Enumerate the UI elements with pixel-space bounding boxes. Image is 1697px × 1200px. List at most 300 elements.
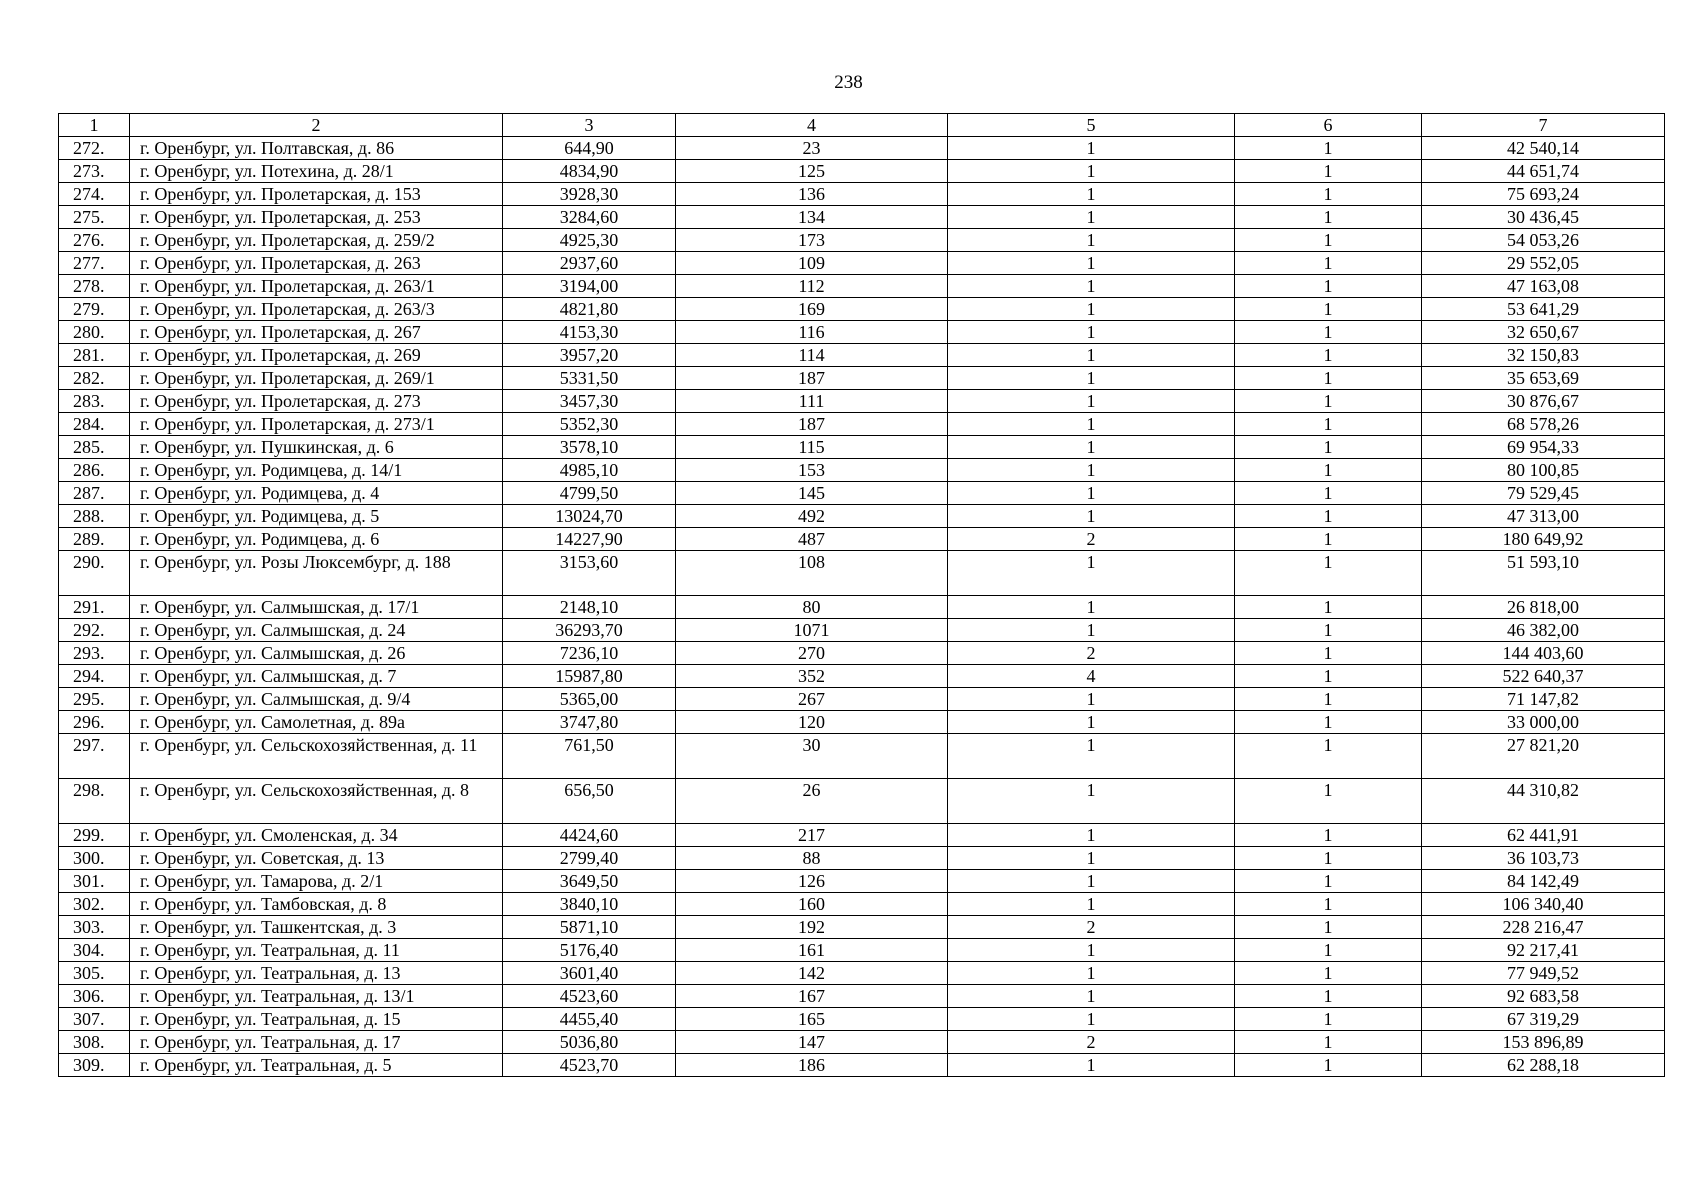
table-row	[59, 1008, 1665, 1031]
amount-cell: 26 818,00	[1422, 596, 1665, 619]
address-cell: г. Оренбург, ул. Тамарова, д. 2/1	[130, 870, 503, 893]
address-cell: г. Оренбург, ул. Театральная, д. 15	[130, 1008, 503, 1031]
amount-cell: 180 649,92	[1422, 528, 1665, 551]
column-5-cell: 1	[948, 711, 1235, 734]
column-6-cell: 1	[1235, 528, 1422, 551]
amount-cell: 44 310,82	[1422, 779, 1665, 824]
column-5-cell: 1	[948, 985, 1235, 1008]
column-6-cell: 1	[1235, 939, 1422, 962]
row-number-cell: 272.	[59, 137, 130, 160]
page-number: 238	[834, 72, 863, 93]
row-number-cell: 273.	[59, 160, 130, 183]
row-number-cell: 279.	[59, 298, 130, 321]
area-cell: 4821,80	[503, 298, 676, 321]
amount-cell: 46 382,00	[1422, 619, 1665, 642]
column-5-cell: 1	[948, 847, 1235, 870]
row-number-cell: 307.	[59, 1008, 130, 1031]
column-5-cell: 1	[948, 459, 1235, 482]
column-5-cell: 1	[948, 734, 1235, 779]
row-number-cell: 285.	[59, 436, 130, 459]
area-cell: 7236,10	[503, 642, 676, 665]
column-5-cell: 1	[948, 962, 1235, 985]
row-number-cell: 306.	[59, 985, 130, 1008]
column-4-cell: 492	[676, 505, 948, 528]
column-header: 3	[503, 114, 676, 137]
amount-cell: 92 683,58	[1422, 985, 1665, 1008]
table-row	[59, 665, 1665, 688]
column-5-cell: 1	[948, 390, 1235, 413]
table-row	[59, 137, 1665, 160]
column-4-cell: 30	[676, 734, 948, 779]
table-row	[59, 482, 1665, 505]
column-6-cell: 1	[1235, 390, 1422, 413]
column-4-cell: 487	[676, 528, 948, 551]
address-cell: г. Оренбург, ул. Советская, д. 13	[130, 847, 503, 870]
amount-cell: 153 896,89	[1422, 1031, 1665, 1054]
row-number-cell: 278.	[59, 275, 130, 298]
table-row	[59, 962, 1665, 985]
address-cell: г. Оренбург, ул. Салмышская, д. 24	[130, 619, 503, 642]
column-5-cell: 1	[948, 688, 1235, 711]
area-cell: 3649,50	[503, 870, 676, 893]
table-row	[59, 1031, 1665, 1054]
column-header: 7	[1422, 114, 1665, 137]
row-number-cell: 280.	[59, 321, 130, 344]
row-number-cell: 299.	[59, 824, 130, 847]
column-5-cell: 1	[948, 298, 1235, 321]
column-5-cell: 1	[948, 436, 1235, 459]
address-cell: г. Оренбург, ул. Пролетарская, д. 263/1	[130, 275, 503, 298]
column-6-cell: 1	[1235, 870, 1422, 893]
amount-cell: 29 552,05	[1422, 252, 1665, 275]
column-6-cell: 1	[1235, 482, 1422, 505]
address-cell: г. Оренбург, ул. Розы Люксембург, д. 188	[130, 551, 503, 596]
amount-cell: 36 103,73	[1422, 847, 1665, 870]
column-5-cell: 1	[948, 367, 1235, 390]
area-cell: 644,90	[503, 137, 676, 160]
amount-cell: 144 403,60	[1422, 642, 1665, 665]
column-6-cell: 1	[1235, 551, 1422, 596]
row-number-cell: 302.	[59, 893, 130, 916]
address-cell: г. Оренбург, ул. Пролетарская, д. 153	[130, 183, 503, 206]
column-4-cell: 136	[676, 183, 948, 206]
row-number-cell: 276.	[59, 229, 130, 252]
column-5-cell: 2	[948, 916, 1235, 939]
column-header: 5	[948, 114, 1235, 137]
table-row	[59, 688, 1665, 711]
column-6-cell: 1	[1235, 665, 1422, 688]
address-cell: г. Оренбург, ул. Пролетарская, д. 253	[130, 206, 503, 229]
column-5-cell: 2	[948, 642, 1235, 665]
column-6-cell: 1	[1235, 734, 1422, 779]
address-cell: г. Оренбург, ул. Театральная, д. 13/1	[130, 985, 503, 1008]
area-cell: 3747,80	[503, 711, 676, 734]
column-5-cell: 1	[948, 321, 1235, 344]
column-header: 6	[1235, 114, 1422, 137]
column-6-cell: 1	[1235, 160, 1422, 183]
address-cell: г. Оренбург, ул. Полтавская, д. 86	[130, 137, 503, 160]
area-cell: 2148,10	[503, 596, 676, 619]
column-4-cell: 1071	[676, 619, 948, 642]
address-cell: г. Оренбург, ул. Родимцева, д. 14/1	[130, 459, 503, 482]
column-4-cell: 80	[676, 596, 948, 619]
row-number-cell: 295.	[59, 688, 130, 711]
table-row	[59, 344, 1665, 367]
column-header: 1	[59, 114, 130, 137]
area-cell: 3601,40	[503, 962, 676, 985]
column-5-cell: 1	[948, 1054, 1235, 1077]
address-cell: г. Оренбург, ул. Пролетарская, д. 269/1	[130, 367, 503, 390]
row-number-cell: 289.	[59, 528, 130, 551]
address-cell: г. Оренбург, ул. Смоленская, д. 34	[130, 824, 503, 847]
column-4-cell: 116	[676, 321, 948, 344]
column-5-cell: 1	[948, 893, 1235, 916]
column-6-cell: 1	[1235, 275, 1422, 298]
area-cell: 14227,90	[503, 528, 676, 551]
table-row	[59, 298, 1665, 321]
address-cell: г. Оренбург, ул. Сельскохозяйственная, д. 11	[130, 734, 503, 779]
amount-cell: 80 100,85	[1422, 459, 1665, 482]
column-5-cell: 2	[948, 528, 1235, 551]
amount-cell: 69 954,33	[1422, 436, 1665, 459]
column-6-cell: 1	[1235, 619, 1422, 642]
area-cell: 3457,30	[503, 390, 676, 413]
column-5-cell: 1	[948, 824, 1235, 847]
row-number-cell: 284.	[59, 413, 130, 436]
column-5-cell: 1	[948, 551, 1235, 596]
table-row	[59, 528, 1665, 551]
table-row	[59, 847, 1665, 870]
amount-cell: 32 650,67	[1422, 321, 1665, 344]
table-row	[59, 321, 1665, 344]
row-number-cell: 303.	[59, 916, 130, 939]
column-4-cell: 192	[676, 916, 948, 939]
amount-cell: 35 653,69	[1422, 367, 1665, 390]
address-cell: г. Оренбург, ул. Родимцева, д. 4	[130, 482, 503, 505]
table-row	[59, 160, 1665, 183]
amount-cell: 67 319,29	[1422, 1008, 1665, 1031]
column-5-cell: 1	[948, 183, 1235, 206]
amount-cell: 79 529,45	[1422, 482, 1665, 505]
address-cell: г. Оренбург, ул. Тамбовская, д. 8	[130, 893, 503, 916]
column-4-cell: 109	[676, 252, 948, 275]
column-5-cell: 2	[948, 1031, 1235, 1054]
area-cell: 4834,90	[503, 160, 676, 183]
address-cell: г. Оренбург, ул. Театральная, д. 17	[130, 1031, 503, 1054]
area-cell: 4799,50	[503, 482, 676, 505]
amount-cell: 92 217,41	[1422, 939, 1665, 962]
address-cell: г. Оренбург, ул. Сельскохозяйственная, д. 8	[130, 779, 503, 824]
address-cell: г. Оренбург, ул. Театральная, д. 13	[130, 962, 503, 985]
column-4-cell: 26	[676, 779, 948, 824]
address-cell: г. Оренбург, ул. Пролетарская, д. 263	[130, 252, 503, 275]
row-number-cell: 300.	[59, 847, 130, 870]
row-number-cell: 304.	[59, 939, 130, 962]
column-6-cell: 1	[1235, 779, 1422, 824]
column-4-cell: 270	[676, 642, 948, 665]
column-6-cell: 1	[1235, 847, 1422, 870]
amount-cell: 54 053,26	[1422, 229, 1665, 252]
address-cell: г. Оренбург, ул. Пролетарская, д. 263/3	[130, 298, 503, 321]
amount-cell: 75 693,24	[1422, 183, 1665, 206]
column-4-cell: 125	[676, 160, 948, 183]
amount-cell: 33 000,00	[1422, 711, 1665, 734]
column-4-cell: 145	[676, 482, 948, 505]
area-cell: 4523,60	[503, 985, 676, 1008]
row-number-cell: 282.	[59, 367, 130, 390]
row-number-cell: 287.	[59, 482, 130, 505]
area-cell: 3284,60	[503, 206, 676, 229]
column-4-cell: 267	[676, 688, 948, 711]
column-5-cell: 1	[948, 870, 1235, 893]
row-number-cell: 277.	[59, 252, 130, 275]
column-4-cell: 111	[676, 390, 948, 413]
table-row	[59, 893, 1665, 916]
address-cell: г. Оренбург, ул. Пролетарская, д. 259/2	[130, 229, 503, 252]
amount-cell: 51 593,10	[1422, 551, 1665, 596]
table-row	[59, 206, 1665, 229]
area-cell: 4424,60	[503, 824, 676, 847]
row-number-cell: 288.	[59, 505, 130, 528]
column-header: 4	[676, 114, 948, 137]
amount-cell: 522 640,37	[1422, 665, 1665, 688]
column-4-cell: 126	[676, 870, 948, 893]
amount-cell: 53 641,29	[1422, 298, 1665, 321]
amount-cell: 27 821,20	[1422, 734, 1665, 779]
table-row	[59, 711, 1665, 734]
column-5-cell: 1	[948, 206, 1235, 229]
column-number-row	[59, 114, 1665, 137]
column-4-cell: 187	[676, 413, 948, 436]
column-6-cell: 1	[1235, 642, 1422, 665]
row-number-cell: 297.	[59, 734, 130, 779]
table-row	[59, 985, 1665, 1008]
amount-cell: 42 540,14	[1422, 137, 1665, 160]
amount-cell: 32 150,83	[1422, 344, 1665, 367]
row-number-cell: 274.	[59, 183, 130, 206]
amount-cell: 62 441,91	[1422, 824, 1665, 847]
area-cell: 4455,40	[503, 1008, 676, 1031]
address-cell: г. Оренбург, ул. Родимцева, д. 5	[130, 505, 503, 528]
address-cell: г. Оренбург, ул. Потехина, д. 28/1	[130, 160, 503, 183]
amount-cell: 44 651,74	[1422, 160, 1665, 183]
column-6-cell: 1	[1235, 229, 1422, 252]
table-row	[59, 367, 1665, 390]
column-4-cell: 23	[676, 137, 948, 160]
column-4-cell: 112	[676, 275, 948, 298]
table-row	[59, 183, 1665, 206]
area-cell: 5176,40	[503, 939, 676, 962]
column-4-cell: 147	[676, 1031, 948, 1054]
area-cell: 13024,70	[503, 505, 676, 528]
table-row	[59, 779, 1665, 824]
row-number-cell: 294.	[59, 665, 130, 688]
area-cell: 15987,80	[503, 665, 676, 688]
table-row	[59, 642, 1665, 665]
row-number-cell: 281.	[59, 344, 130, 367]
column-4-cell: 108	[676, 551, 948, 596]
area-cell: 5331,50	[503, 367, 676, 390]
column-6-cell: 1	[1235, 252, 1422, 275]
table-row	[59, 390, 1665, 413]
address-cell: г. Оренбург, ул. Пролетарская, д. 267	[130, 321, 503, 344]
column-5-cell: 1	[948, 160, 1235, 183]
column-4-cell: 153	[676, 459, 948, 482]
amount-cell: 30 436,45	[1422, 206, 1665, 229]
area-cell: 2937,60	[503, 252, 676, 275]
column-6-cell: 1	[1235, 962, 1422, 985]
column-5-cell: 1	[948, 229, 1235, 252]
column-5-cell: 1	[948, 413, 1235, 436]
column-6-cell: 1	[1235, 1054, 1422, 1077]
table-row	[59, 551, 1665, 596]
column-5-cell: 1	[948, 779, 1235, 824]
area-cell: 4523,70	[503, 1054, 676, 1077]
column-4-cell: 169	[676, 298, 948, 321]
column-4-cell: 217	[676, 824, 948, 847]
area-cell: 3578,10	[503, 436, 676, 459]
area-cell: 3928,30	[503, 183, 676, 206]
column-6-cell: 1	[1235, 893, 1422, 916]
area-cell: 656,50	[503, 779, 676, 824]
amount-cell: 47 313,00	[1422, 505, 1665, 528]
column-4-cell: 352	[676, 665, 948, 688]
address-cell: г. Оренбург, ул. Пролетарская, д. 273/1	[130, 413, 503, 436]
amount-cell: 106 340,40	[1422, 893, 1665, 916]
row-number-cell: 286.	[59, 459, 130, 482]
column-6-cell: 1	[1235, 1031, 1422, 1054]
column-5-cell: 4	[948, 665, 1235, 688]
column-4-cell: 186	[676, 1054, 948, 1077]
column-6-cell: 1	[1235, 298, 1422, 321]
table-row	[59, 275, 1665, 298]
table-row	[59, 619, 1665, 642]
column-6-cell: 1	[1235, 436, 1422, 459]
row-number-cell: 293.	[59, 642, 130, 665]
row-number-cell: 292.	[59, 619, 130, 642]
row-number-cell: 275.	[59, 206, 130, 229]
column-6-cell: 1	[1235, 505, 1422, 528]
column-6-cell: 1	[1235, 206, 1422, 229]
amount-cell: 77 949,52	[1422, 962, 1665, 985]
column-4-cell: 167	[676, 985, 948, 1008]
amount-cell: 62 288,18	[1422, 1054, 1665, 1077]
amount-cell: 30 876,67	[1422, 390, 1665, 413]
area-cell: 36293,70	[503, 619, 676, 642]
area-cell: 3840,10	[503, 893, 676, 916]
area-cell: 3194,00	[503, 275, 676, 298]
address-cell: г. Оренбург, ул. Пролетарская, д. 269	[130, 344, 503, 367]
row-number-cell: 283.	[59, 390, 130, 413]
column-5-cell: 1	[948, 619, 1235, 642]
column-6-cell: 1	[1235, 321, 1422, 344]
amount-cell: 71 147,82	[1422, 688, 1665, 711]
area-cell: 4985,10	[503, 459, 676, 482]
amount-cell: 228 216,47	[1422, 916, 1665, 939]
area-cell: 5365,00	[503, 688, 676, 711]
address-cell: г. Оренбург, ул. Театральная, д. 11	[130, 939, 503, 962]
column-6-cell: 1	[1235, 985, 1422, 1008]
column-5-cell: 1	[948, 505, 1235, 528]
amount-cell: 68 578,26	[1422, 413, 1665, 436]
area-cell: 5352,30	[503, 413, 676, 436]
column-5-cell: 1	[948, 482, 1235, 505]
row-number-cell: 301.	[59, 870, 130, 893]
column-4-cell: 120	[676, 711, 948, 734]
column-6-cell: 1	[1235, 183, 1422, 206]
address-cell: г. Оренбург, ул. Салмышская, д. 26	[130, 642, 503, 665]
column-4-cell: 114	[676, 344, 948, 367]
column-5-cell: 1	[948, 252, 1235, 275]
area-cell: 5871,10	[503, 916, 676, 939]
table-row	[59, 413, 1665, 436]
column-5-cell: 1	[948, 275, 1235, 298]
column-5-cell: 1	[948, 939, 1235, 962]
column-6-cell: 1	[1235, 824, 1422, 847]
table-row	[59, 939, 1665, 962]
table-row	[59, 1054, 1665, 1077]
area-cell: 4925,30	[503, 229, 676, 252]
column-5-cell: 1	[948, 344, 1235, 367]
address-cell: г. Оренбург, ул. Салмышская, д. 9/4	[130, 688, 503, 711]
column-4-cell: 165	[676, 1008, 948, 1031]
table-row	[59, 436, 1665, 459]
column-4-cell: 115	[676, 436, 948, 459]
column-6-cell: 1	[1235, 137, 1422, 160]
address-cell: г. Оренбург, ул. Салмышская, д. 17/1	[130, 596, 503, 619]
column-6-cell: 1	[1235, 596, 1422, 619]
table-row	[59, 505, 1665, 528]
column-4-cell: 160	[676, 893, 948, 916]
area-cell: 2799,40	[503, 847, 676, 870]
area-cell: 3153,60	[503, 551, 676, 596]
column-6-cell: 1	[1235, 916, 1422, 939]
table-row	[59, 734, 1665, 779]
table-row	[59, 459, 1665, 482]
table-row	[59, 252, 1665, 275]
area-cell: 4153,30	[503, 321, 676, 344]
column-4-cell: 161	[676, 939, 948, 962]
row-number-cell: 309.	[59, 1054, 130, 1077]
row-number-cell: 298.	[59, 779, 130, 824]
column-6-cell: 1	[1235, 1008, 1422, 1031]
column-6-cell: 1	[1235, 344, 1422, 367]
address-cell: г. Оренбург, ул. Театральная, д. 5	[130, 1054, 503, 1077]
table-row	[59, 596, 1665, 619]
address-cell: г. Оренбург, ул. Пушкинская, д. 6	[130, 436, 503, 459]
column-header: 2	[130, 114, 503, 137]
column-5-cell: 1	[948, 137, 1235, 160]
column-4-cell: 142	[676, 962, 948, 985]
area-cell: 3957,20	[503, 344, 676, 367]
column-6-cell: 1	[1235, 459, 1422, 482]
row-number-cell: 305.	[59, 962, 130, 985]
address-cell: г. Оренбург, ул. Ташкентская, д. 3	[130, 916, 503, 939]
table-row	[59, 824, 1665, 847]
table-row	[59, 870, 1665, 893]
address-cell: г. Оренбург, ул. Салмышская, д. 7	[130, 665, 503, 688]
amount-cell: 47 163,08	[1422, 275, 1665, 298]
row-number-cell: 291.	[59, 596, 130, 619]
column-4-cell: 173	[676, 229, 948, 252]
area-cell: 5036,80	[503, 1031, 676, 1054]
address-cell: г. Оренбург, ул. Самолетная, д. 89а	[130, 711, 503, 734]
registry-table	[58, 113, 1665, 1077]
row-number-cell: 290.	[59, 551, 130, 596]
address-cell: г. Оренбург, ул. Пролетарская, д. 273	[130, 390, 503, 413]
column-6-cell: 1	[1235, 688, 1422, 711]
column-4-cell: 134	[676, 206, 948, 229]
